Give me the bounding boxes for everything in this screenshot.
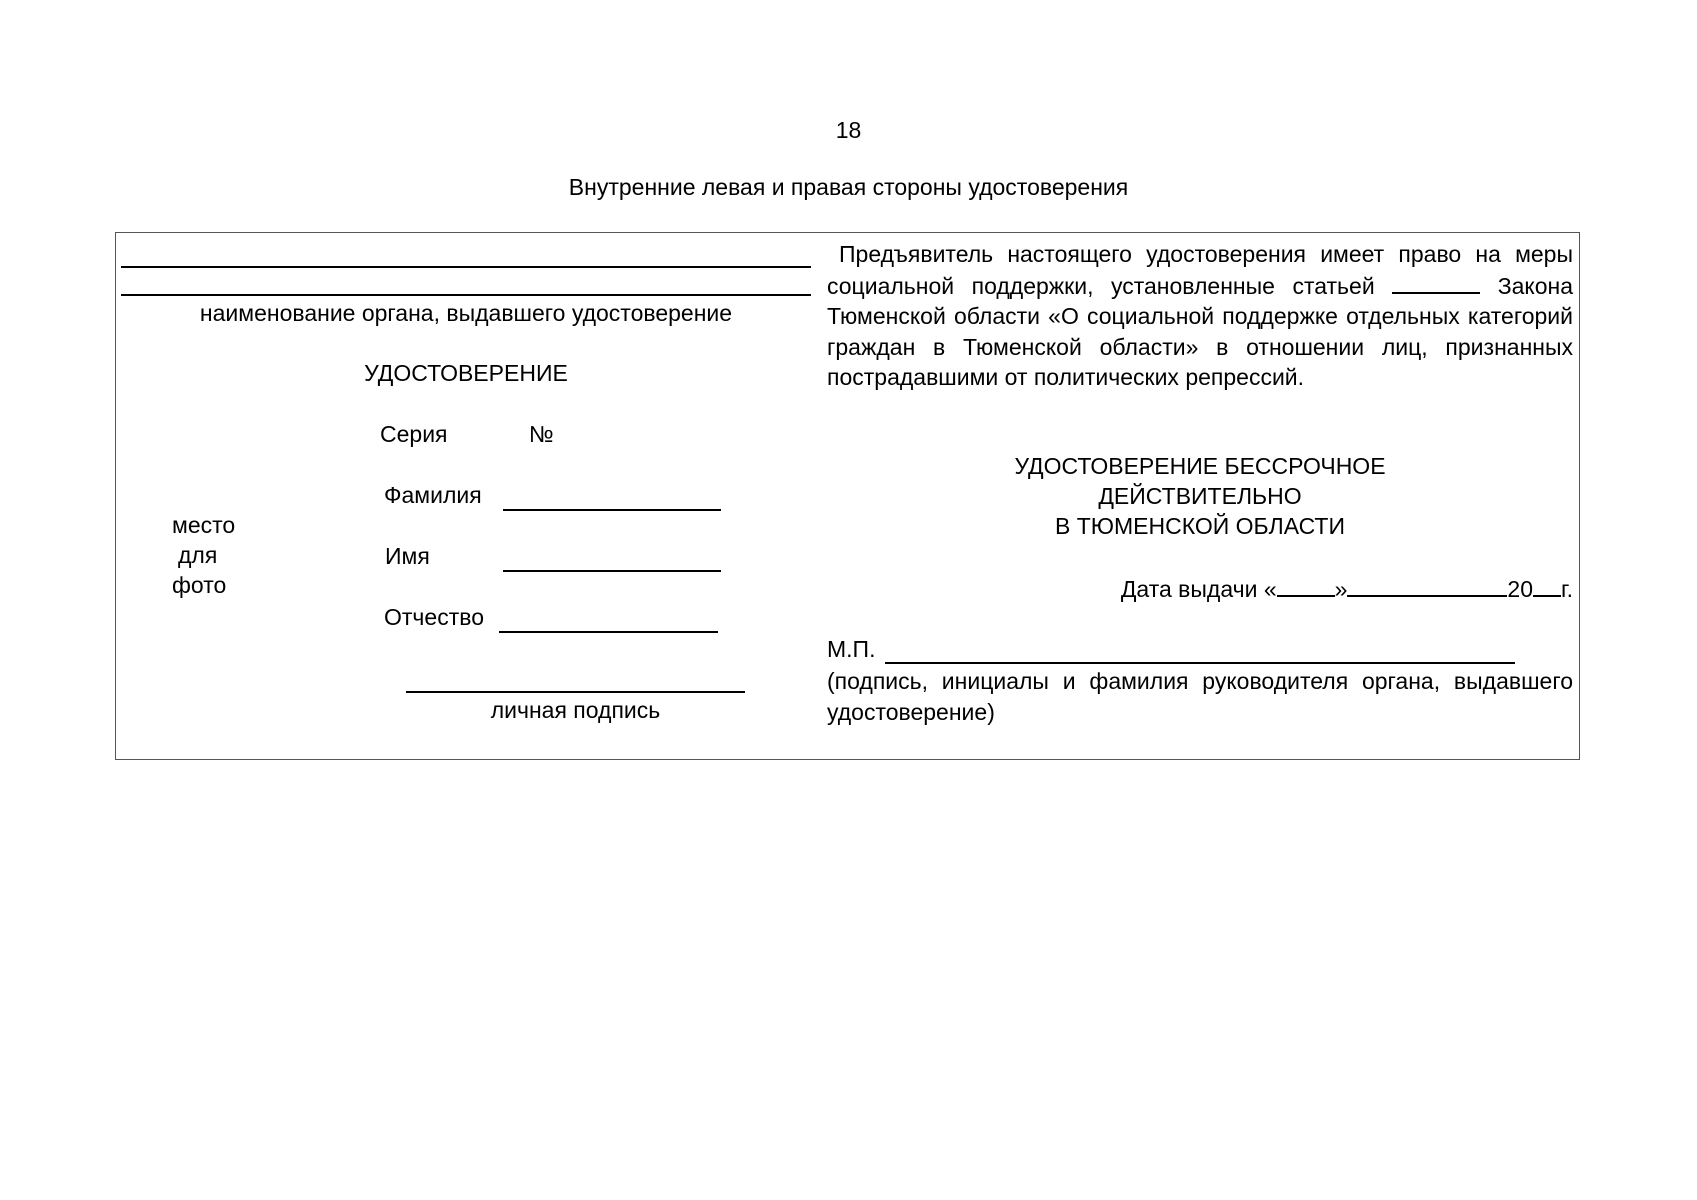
name-label: Имя [385,543,430,569]
surname-field-line [503,509,721,511]
patronymic-label: Отчество [384,604,484,630]
head-signature-line [885,662,1515,664]
issue-year-suffix: г. [1561,576,1573,602]
issuer-caption: наименование органа, выдавшего удостоверение [199,300,733,326]
certificate-title: УДОСТОВЕРЕНИЕ [364,360,568,386]
validity-line-2: ДЕЙСТВИТЕЛЬНО [1098,483,1302,509]
rights-text-part-1: Предъявитель настоящего удостоверения имеет право на меры социальной поддержки, установленные статьей [827,241,1573,299]
validity-line-1: УДОСТОВЕРЕНИЕ БЕССРОЧНОЕ [1014,453,1386,479]
personal-signature-line [406,691,745,693]
issuer-name-line-1 [121,266,811,268]
validity-line-3: В ТЮМЕНСКОЙ ОБЛАСТИ [1054,513,1346,539]
rights-paragraph [827,239,1573,393]
issue-date-label: Дата выдачи « [1120,576,1277,602]
number-label: № [529,421,554,447]
page-number: 18 [835,117,862,143]
issue-year-prefix: 20 [1507,576,1534,602]
issue-day-blank [1277,573,1335,597]
photo-placeholder-line-1: место [172,512,236,538]
surname-label: Фамилия [384,482,482,508]
series-label: Серия [380,421,448,447]
page-heading: Внутренние левая и правая стороны удостоверения [568,174,1129,200]
patronymic-field-line [499,631,718,633]
personal-signature-caption: личная подпись [490,697,661,723]
name-field-line [503,570,721,572]
photo-placeholder-line-2: для [178,542,218,568]
stamp-label: М.П. [827,636,876,662]
photo-placeholder-line-3: фото [172,572,227,598]
issue-date-quote-close: » [1334,576,1348,602]
certificate-spread [115,232,1580,760]
rights-text-part-2: Закона Тюменской области «О социальной поддержке отдельных категорий граждан в Тюменской области» в отношении лиц, признанных пострадавшими от политических репрессий. [827,272,1574,390]
issue-date-row [827,573,1573,604]
issuer-name-line-2 [121,294,811,296]
issue-month-blank [1347,573,1507,597]
article-number-blank [1392,270,1480,294]
issue-year-blank [1533,573,1561,597]
head-signature-caption: (подпись, инициалы и фамилия руководителя органа, выдавшего удостоверение) [827,668,1573,725]
